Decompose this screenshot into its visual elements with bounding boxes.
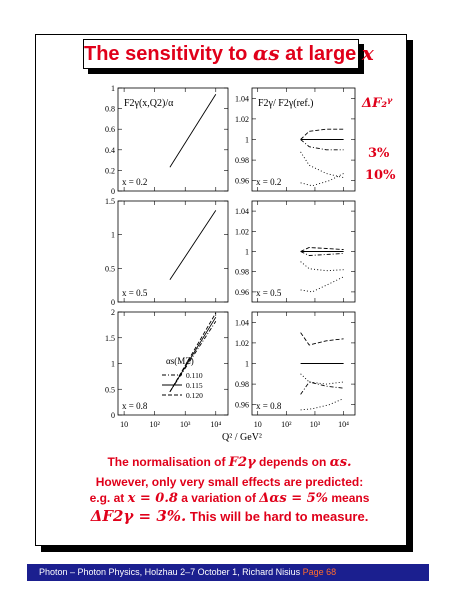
series-line (301, 174, 344, 186)
legend-entry: 0.120 (186, 391, 203, 400)
y-tick-label: 0.2 (105, 166, 115, 176)
series-line (301, 152, 344, 178)
y-tick-label: 0 (111, 411, 115, 420)
line1-pre: The normalisation of (107, 455, 226, 469)
series-line (301, 248, 344, 252)
y-tick-label: 0.4 (105, 145, 115, 155)
y-tick-label: 0.98 (235, 156, 249, 166)
title-mid: at large (285, 43, 357, 65)
footer-page-number: Page 68 (302, 567, 337, 577)
pct3-label: 3% (368, 146, 390, 161)
panel-y-label: F2γ/ F2γ(ref.) (258, 98, 314, 109)
y-tick-label: 1.04 (235, 318, 249, 328)
legend-title: αs(MZ) (166, 356, 194, 366)
y-tick-label: 0 (111, 187, 115, 196)
panel-x-label: x = 0.2 (256, 177, 282, 187)
y-tick-label: 0 (111, 298, 115, 307)
panel-x-label: x = 0.8 (122, 401, 148, 411)
y-tick-label: 1 (111, 84, 115, 93)
y-tick-label: 1.5 (105, 197, 115, 206)
series-line (301, 399, 344, 410)
x-tick-label: 10² (281, 420, 292, 429)
panel-x-label: x = 0.2 (122, 177, 148, 187)
y-tick-label: 1 (245, 135, 249, 145)
slide-title (83, 39, 374, 69)
series-line (301, 252, 344, 256)
series-line (170, 210, 216, 279)
series-line (301, 382, 344, 394)
footer-text: Photon – Photon Physics, Holzhau 2–7 October 1, Richard Nisius (39, 567, 301, 577)
line1-symbol2: αs. (329, 455, 352, 470)
y-tick-label: 1.02 (235, 114, 249, 124)
y-tick-label: 1.04 (235, 94, 249, 104)
text-line-1 (0, 455, 459, 470)
line3-mid: a variation of (181, 491, 256, 505)
x-tick-label: 10⁴ (210, 420, 222, 429)
y-tick-label: 1.02 (235, 227, 249, 237)
x-tick-label: 10³ (309, 420, 321, 429)
x-tick-label: 10 (253, 420, 262, 429)
y-tick-label: 0.6 (105, 125, 115, 135)
line3-post: means (331, 491, 370, 505)
title-x-symbol: x (361, 41, 374, 65)
y-tick-label: 0.96 (235, 176, 249, 186)
x-tick-label: 10³ (180, 420, 191, 429)
y-tick-label: 0.98 (235, 380, 249, 390)
series-line (170, 94, 216, 167)
y-tick-label: 1 (111, 359, 115, 369)
panel-x-label: x = 0.5 (122, 288, 148, 298)
y-tick-label: 0.5 (105, 264, 115, 274)
legend-entry: 0.115 (186, 381, 203, 390)
line3-symbol: x = 0.8 (127, 491, 178, 506)
x-tick-label: 10² (149, 420, 160, 429)
title-prefix: The sensitivity to (84, 43, 248, 65)
series-line (301, 140, 344, 150)
y-tick-label: 1 (111, 230, 115, 240)
line1-symbol: F2γ (228, 455, 256, 470)
text-line-3 (0, 491, 459, 506)
x-tick-label: 10⁴ (338, 420, 349, 429)
y-tick-label: 1.5 (105, 333, 115, 343)
text-line-2: However, only very small effects are predicted: (95, 475, 364, 489)
y-tick-label: 0.98 (235, 267, 249, 277)
series-line (301, 374, 344, 384)
line4-post: This will be hard to measure. (189, 509, 369, 524)
line3-symbol2: Δαs = 5% (259, 491, 329, 506)
y-tick-label: 1.04 (235, 207, 249, 217)
series-line (301, 333, 344, 345)
y-tick-label: 0.96 (235, 287, 249, 297)
line1-mid: depends on (259, 455, 327, 469)
footer-bar (27, 564, 429, 581)
line3-pre: e.g. at (89, 491, 125, 505)
x-axis-title: Q² / GeV² (222, 432, 262, 443)
y-tick-label: 0.96 (235, 400, 249, 410)
y-tick-label: 1.02 (235, 338, 249, 348)
legend-entry: 0.110 (186, 371, 203, 380)
series-line (301, 129, 344, 139)
y-tick-label: 0.8 (105, 104, 115, 114)
series-line (301, 262, 344, 271)
pct10-label: 10% (365, 168, 396, 183)
panel-y-label: F2γ(x,Q2)/α (124, 98, 174, 109)
line4-symbol: ΔF2γ = 3%. (90, 507, 187, 525)
panel-x-label: x = 0.5 (256, 288, 282, 298)
title-alpha-symbol: αs (252, 41, 280, 65)
y-tick-label: 2 (111, 308, 115, 317)
figure-panels (87, 84, 357, 444)
series-line (301, 277, 344, 292)
y-tick-label: 1 (245, 247, 249, 257)
delta-f2-label: ΔF₂ᵞ (362, 96, 393, 111)
y-tick-label: 1 (245, 359, 249, 369)
y-tick-label: 0.5 (105, 385, 115, 395)
panel-x-label: x = 0.8 (256, 401, 282, 411)
x-tick-label: 10 (120, 420, 129, 429)
text-line-4 (0, 509, 459, 524)
